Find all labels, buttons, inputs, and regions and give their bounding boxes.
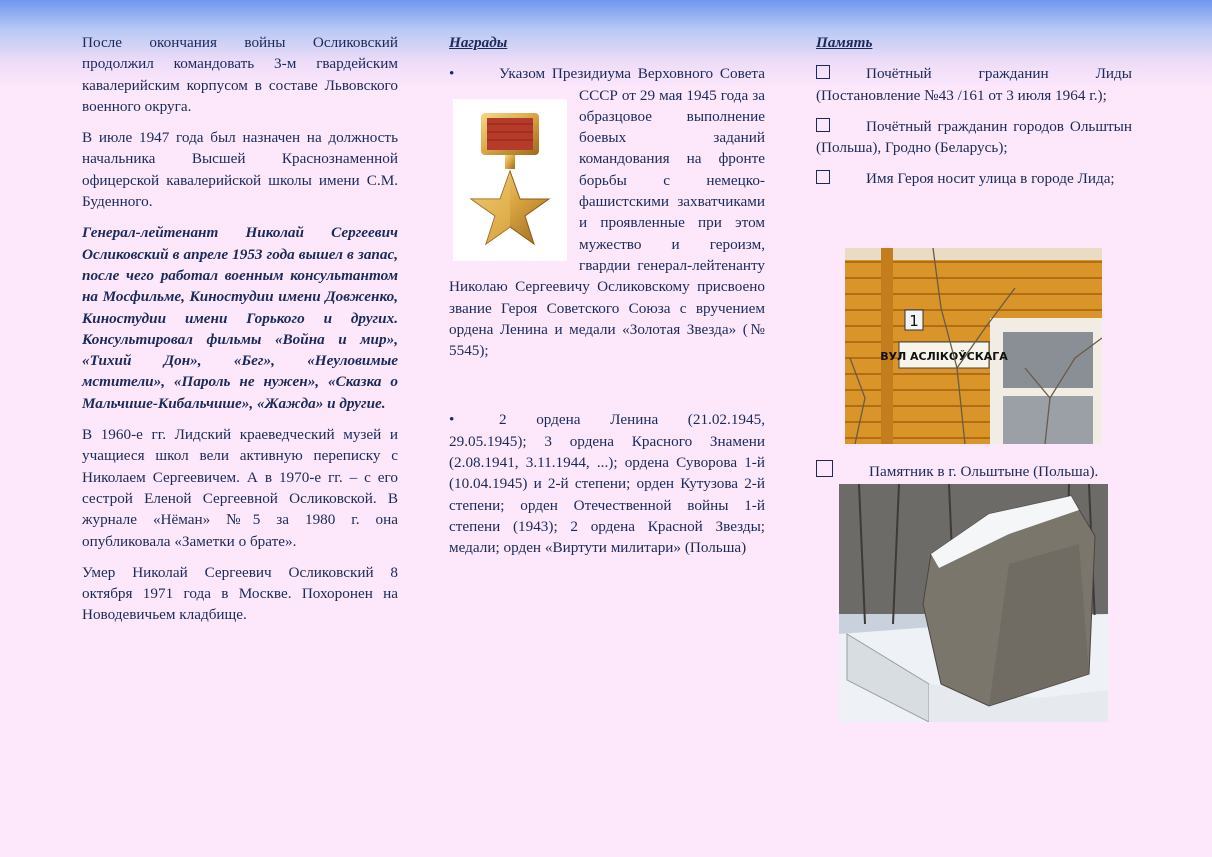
memory-item-3 bbox=[816, 168, 1132, 189]
memory-item-4-text: Памятник в г. Ольштыне (Польша). bbox=[869, 463, 1099, 480]
sign-street-name: ВУЛ АСЛІКОЎСКАГА bbox=[880, 350, 1008, 363]
monument-photo bbox=[839, 484, 1108, 722]
bullet-icon: • bbox=[449, 65, 455, 83]
memory-item-2 bbox=[816, 116, 1132, 159]
checkbox-icon bbox=[816, 170, 830, 184]
award-item-2 bbox=[449, 409, 765, 558]
award-item-1-text-start: Указом Президиума Верховного Совета СССР от 29 мая 1945 года за bbox=[499, 65, 765, 104]
checkbox-icon bbox=[816, 460, 833, 477]
bio-paragraph-3: Генерал-лейтенант Николай Сергеевич Осликовский в апреле 1953 года вышел в запас, после чего работал военным консультантом на Мосфильме, Киностудии имени Довженко, Киностудии имени Горького и других. Консультировал фильмы «Война и мир», «Тихий Дон», «Бег», «Неуловимые мстители», «Пароль не нужен», «Сказка о Мальчише-Кибальчише», «Жажда» и другие. bbox=[82, 224, 398, 412]
bio-paragraph-4: В 1960-е гг. Лидский краеведческий музей и учащиеся школ вели активную переписку с Николаем Сергеевичем. А в 1970-е гг. – с его сестрой Еленой Сергеевной Осликовской. В журнале «Нёман» №5 за 1980 г. она опубликовала «Заметки о брате». bbox=[82, 426, 398, 550]
column-memory bbox=[816, 32, 1132, 200]
memory-item-3-text: Имя Героя носит улица в городе Лида; bbox=[866, 170, 1115, 188]
memory-item-1-text: Почётный гражданин Лиды (Постановление №43 /161 от 3 июля 1964 г.); bbox=[816, 65, 1132, 104]
memory-heading: Память bbox=[816, 34, 873, 51]
award-item-2-text: 2 ордена Ленина (21.02.1945, 29.05.1945); 3 ордена Красного Знамени (2.08.1941, 3.11.1944, ...); ордена Суворова 1-й (10.04.1945) и 2-й степени; орден Кутузова 2-й степени; орден Отечественной войны 1-й степени (1943); 2 ордена Красной Звезды; медали; орден «Виртути милитари» (Польша) bbox=[449, 411, 765, 557]
bio-paragraph-1: После окончания войны Осликовский продолжил командовать 3-м гвардейским кавалерийским корпусом в составе Львовского военного округа. bbox=[82, 34, 398, 115]
column-biography bbox=[82, 32, 398, 636]
bullet-icon: • bbox=[449, 411, 455, 429]
gold-star-medal-icon bbox=[453, 99, 567, 261]
street-sign-photo bbox=[845, 248, 1102, 444]
award-item-1 bbox=[449, 63, 765, 361]
bio-paragraph-2: В июле 1947 года был назначен на должность начальника Высшей Краснознаменной офицерской кавалерийской школы имени С.М. Буденного. bbox=[82, 129, 398, 211]
awards-heading: Награды bbox=[449, 34, 508, 51]
column-awards bbox=[449, 32, 765, 569]
bio-paragraph-5: Умер Николай Сергеевич Осликовский 8 октября 1971 года в Москве. Похоронен на Новодевичьем кладбище. bbox=[82, 563, 398, 624]
memory-item-4 bbox=[816, 460, 1132, 482]
checkbox-icon bbox=[816, 118, 830, 132]
sign-number: 1 bbox=[909, 312, 919, 330]
checkbox-icon bbox=[816, 65, 830, 79]
memory-item-1 bbox=[816, 63, 1132, 106]
memory-item-2-text: Почётный гражданин городов Ольштын (Польша), Гродно (Беларусь); bbox=[816, 117, 1132, 157]
award-item-1-text-rest: образцовое выполнение боевых заданий командования на фронте борьбы с немецко-фашистскими захватчиками и проявленные при этом мужество и героизм, гвардии генерал-лейтенанту Николаю Сергеевичу Осликовскому присвоено звание Героя Советского Союза с вручением ордена Ленина и медали «Золотая Звезда» (№ 5545); bbox=[449, 107, 765, 360]
